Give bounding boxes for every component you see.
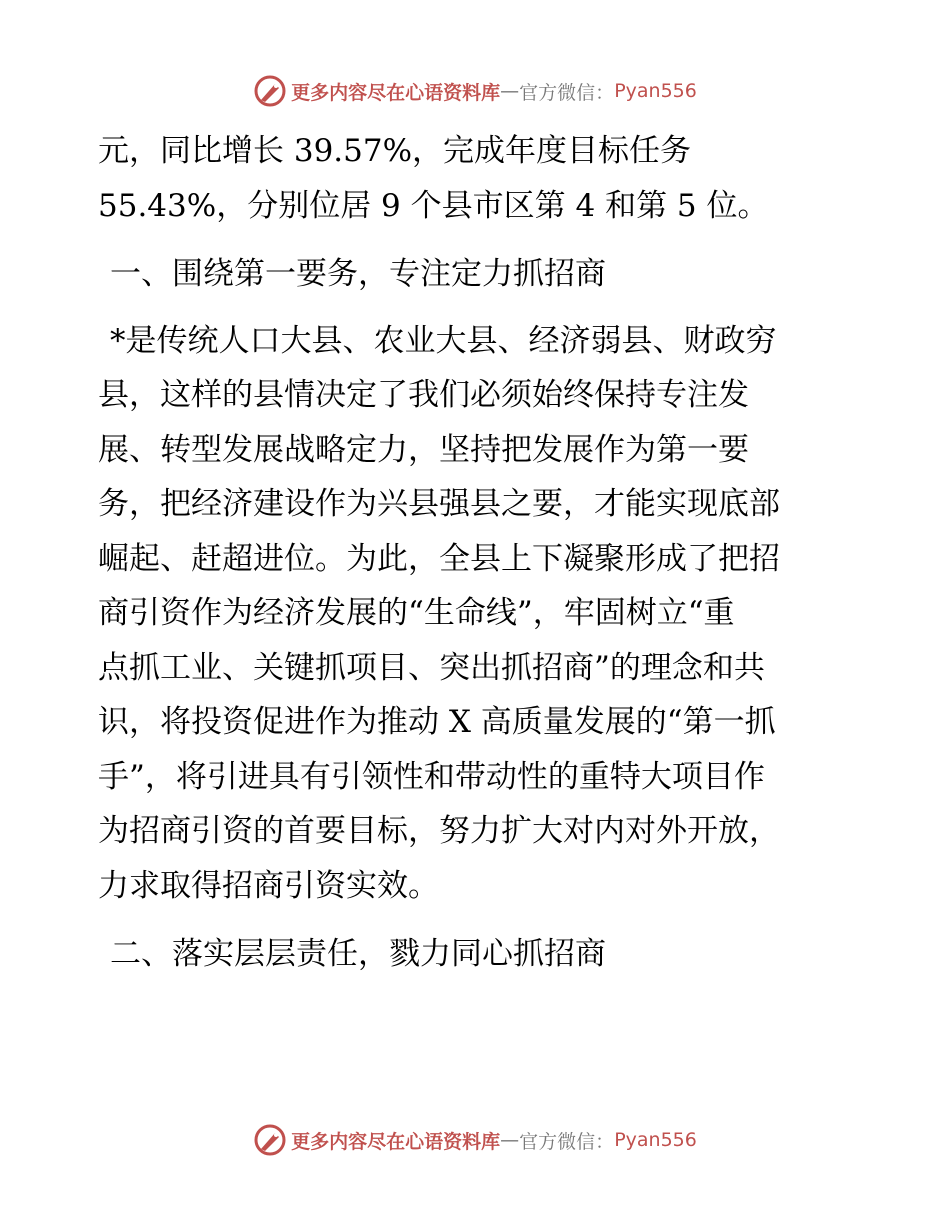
- section-heading-1: 一、围绕第一要务，专注定力抓招商: [110, 256, 606, 292]
- document-body: [98, 124, 858, 994]
- pen-nib-logo-icon: [253, 74, 287, 108]
- watermark-wechat-id: Pyan556: [614, 1129, 697, 1151]
- watermark-main-text: 更多内容尽在心语资料库: [291, 81, 501, 104]
- paragraph-line: 崛起、赶超进位。为此，全县上下凝聚形成了把招: [98, 540, 780, 577]
- paragraph-line: 手”，将引进具有引领性和带动性的重特大项目作: [98, 758, 765, 795]
- header-watermark: [0, 73, 950, 109]
- paragraph-line: 为招商引资的首要目标，努力扩大对内对外开放，: [98, 813, 780, 849]
- intro-line: 元，同比增长 39.57%，完成年度目标任务: [98, 133, 692, 169]
- paragraph-line: *是传统人口大县、农业大县、经济弱县、财政穷: [110, 322, 777, 359]
- watermark-separator: —: [500, 1129, 520, 1151]
- pen-nib-logo-icon: [253, 1123, 287, 1157]
- paragraph-line: 展、转型发展战略定力，坚持把发展作为第一要: [98, 431, 749, 468]
- paragraph-line: 县，这样的县情决定了我们必须始终保持专注发: [98, 377, 749, 413]
- section-heading-2: 二、落实层层责任，戮力同心抓招商: [110, 936, 606, 972]
- paragraph-line: 识，将投资促进作为推动 X 高质量发展的“第一抓: [98, 704, 776, 740]
- watermark-separator: —: [500, 80, 520, 102]
- watermark-wechat-id: Pyan556: [614, 80, 697, 102]
- watermark-sub-text: 官方微信：: [519, 1130, 615, 1153]
- watermark-main-text: 更多内容尽在心语资料库: [291, 1130, 501, 1153]
- paragraph-line: 商引资作为经济发展的“生命线”，牢固树立“重: [98, 595, 735, 631]
- intro-line: 55.43%，分别位居 9 个县市区第 4 和第 5 位。: [98, 187, 769, 224]
- paragraph-line: 务，把经济建设作为兴县强县之要，才能实现底部: [98, 486, 780, 522]
- footer-watermark: [0, 1122, 950, 1158]
- watermark-sub-text: 官方微信：: [519, 81, 615, 104]
- paragraph-line: 点抓工业、关键抓项目、突出抓招商”的理念和共: [98, 649, 765, 686]
- paragraph-line: 力求取得招商引资实效。: [98, 867, 439, 904]
